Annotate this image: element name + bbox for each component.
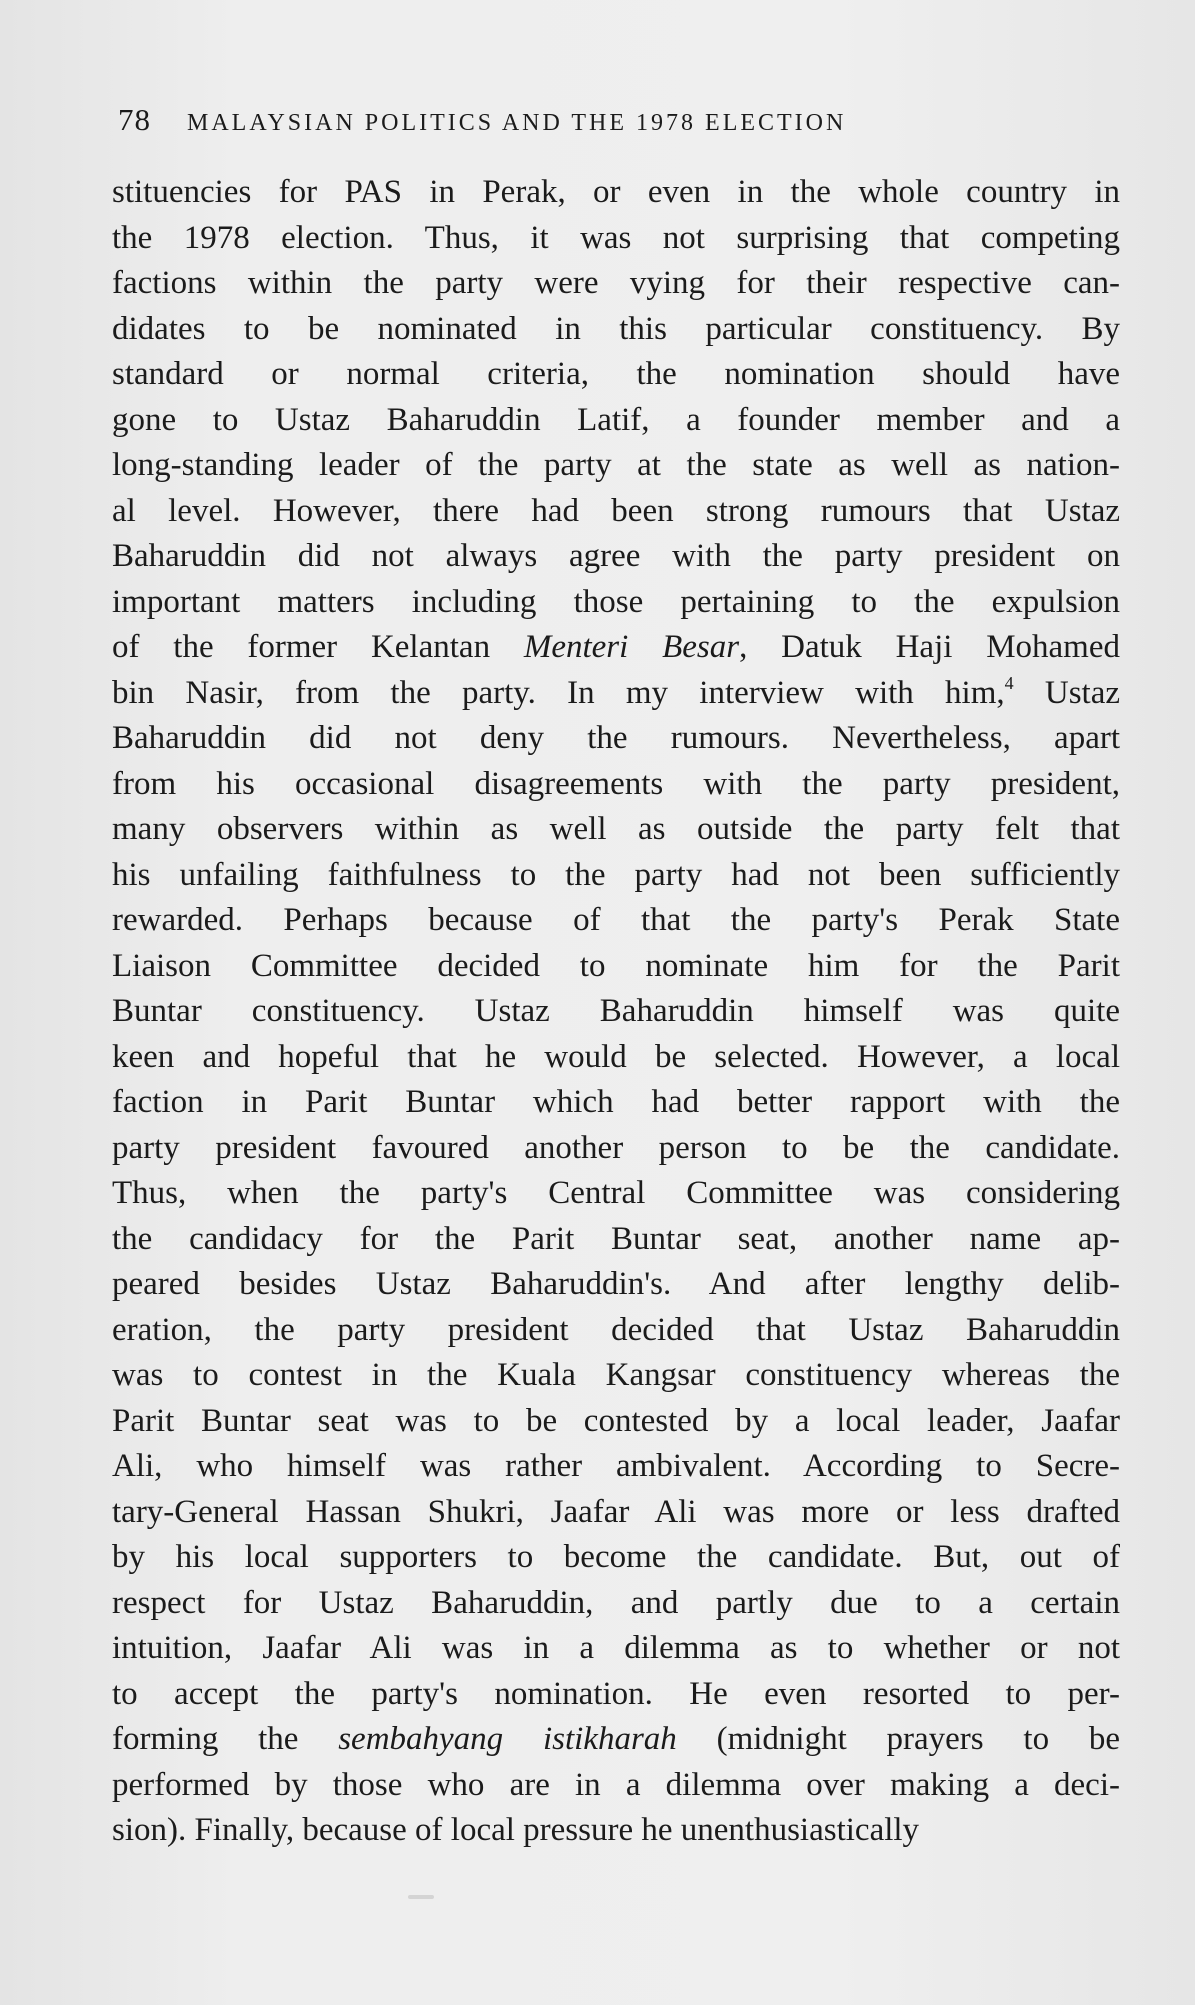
text-run: of the former Kelantan	[112, 629, 524, 665]
text-line: many observers within as well as outside the party felt that	[112, 811, 1120, 847]
running-head: MALAYSIAN POLITICS AND THE 1978 ELECTION	[187, 110, 847, 136]
text-line: eration, the party president decided that Ustaz Baharuddin	[112, 1311, 1120, 1348]
page-number: 78	[118, 102, 151, 137]
text-line: didates to be nominated in this particular constituency. By	[112, 310, 1120, 347]
text-line: stituencies for PAS in Perak, or even in the whole country in	[112, 174, 1120, 210]
text-line: sion). Finally, because of local pressure he unenthusiastically	[112, 1812, 920, 1848]
text-line: peared besides Ustaz Baharuddin's. And after lengthy delib-	[112, 1266, 1120, 1302]
text-line	[112, 1717, 1120, 1763]
text-line: Buntar constituency. Ustaz Baharuddin himself was quite	[112, 993, 1120, 1029]
print-speck	[408, 1895, 434, 1899]
text-line: gone to Ustaz Baharuddin Latif, a founder member and a	[112, 401, 1120, 438]
text-line	[112, 625, 1120, 671]
text-line: the 1978 election. Thus, it was not surprising that competing	[112, 219, 1120, 256]
text-line: important matters including those pertaining to the expulsion	[112, 583, 1120, 620]
text-run: , Datuk Haji Mohamed	[739, 629, 1120, 665]
text-line: long-standing leader of the party at the state as well as nation-	[112, 447, 1120, 483]
text-line: performed by those who are in a dilemma over making a deci-	[112, 1766, 1120, 1803]
text-run: forming the	[112, 1721, 339, 1757]
text-line: his unfailing faithfulness to the party had not been sufficiently	[112, 856, 1120, 893]
text-line: factions within the party were vying for their respective can-	[112, 265, 1120, 301]
text-line: faction in Parit Buntar which had better rapport with the	[112, 1084, 1120, 1120]
body-paragraph	[112, 170, 1120, 1854]
text-line: respect for Ustaz Baharuddin, and partly due to a certain	[112, 1584, 1120, 1621]
text-line: Ali, who himself was rather ambivalent. According to Secre-	[112, 1448, 1120, 1484]
text-line: Thus, when the party's Central Committee was considering	[112, 1175, 1120, 1211]
text-line: rewarded. Perhaps because of that the party's Perak State	[112, 902, 1120, 938]
footnote-marker[interactable]: 4	[1004, 672, 1014, 693]
text-line: Liaison Committee decided to nominate him for the Parit	[112, 947, 1120, 984]
text-line: party president favoured another person to be the candidate.	[112, 1129, 1120, 1166]
text-line: by his local supporters to become the candidate. But, out of	[112, 1539, 1120, 1575]
text-line: Baharuddin did not deny the rumours. Nevertheless, apart	[112, 720, 1120, 756]
text-line: Parit Buntar seat was to be contested by a local leader, Jaafar	[112, 1402, 1120, 1439]
text-line: Baharuddin did not always agree with the party president on	[112, 538, 1120, 574]
text-line: to accept the party's nomination. He even resorted to per-	[112, 1675, 1120, 1712]
text-line: tary-General Hassan Shukri, Jaafar Ali was more or less drafted	[112, 1493, 1120, 1530]
text-line: intuition, Jaafar Ali was in a dilemma as to whether or not	[112, 1630, 1120, 1666]
text-run: bin Nasir, from the party. In my interview with him,	[112, 674, 1005, 711]
italic-term: sembahyang istikharah	[338, 1721, 677, 1757]
page-header	[118, 102, 1118, 142]
text-run: Ustaz	[1013, 674, 1120, 711]
text-line: standard or normal criteria, the nomination should have	[112, 356, 1120, 392]
italic-term: Menteri Besar	[523, 629, 740, 665]
text-line: was to contest in the Kuala Kangsar constituency whereas the	[112, 1357, 1120, 1393]
text-line: the candidacy for the Parit Buntar seat, another name ap-	[112, 1220, 1120, 1257]
text-line	[112, 671, 1120, 717]
text-line: keen and hopeful that he would be selected. However, a local	[112, 1038, 1120, 1075]
text-run: (midnight prayers to be	[676, 1721, 1121, 1757]
text-line: from his occasional disagreements with the party president,	[112, 765, 1120, 802]
text-line: al level. However, there had been strong rumours that Ustaz	[112, 492, 1120, 529]
